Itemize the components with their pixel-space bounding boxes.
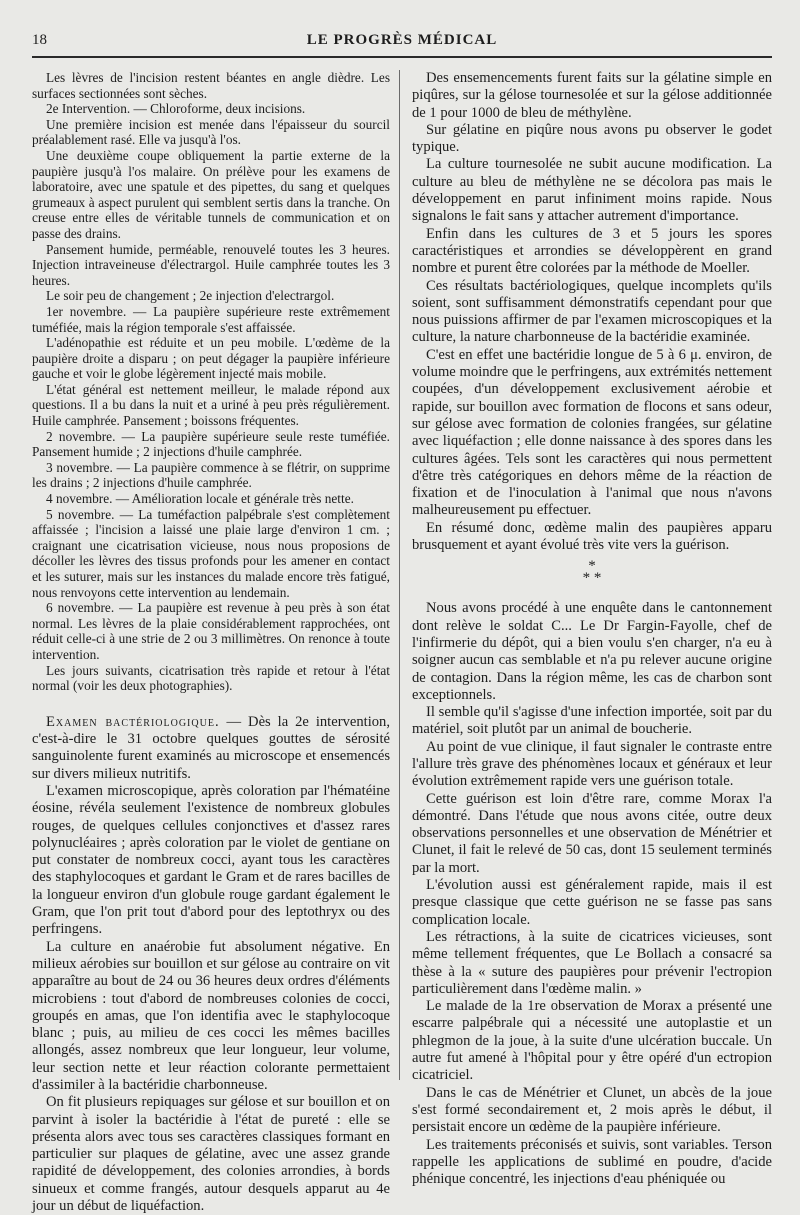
paragraph: L'adénopathie est réduite et un peu mobile. L'œdème de la paupière droite a disparu ; on peut dégager la paupière inférieure gauche et voir le globe légèrement injecté mais mobile. (32, 335, 390, 382)
paragraph: Nous avons procédé à une enquête dans le cantonnement dont relève le soldat C... Le Dr Fargin-Fayolle, chef de l'infirmerie du dépôt, qui a bien voulu s'en charger, n'a eu à soigner aucun cas semblable et n'a pu relever aucune origine de contagion. Dans la région même, les cas de charbon sont exceptionnels. (412, 600, 772, 703)
left-column (32, 70, 390, 1215)
paragraph: En résumé donc, œdème malin des paupières apparu brusquement et ayant évolué très vite vers la guérison. (412, 519, 772, 554)
paragraph: L'examen microscopique, après coloration par l'hématéine éosine, révéla seulement l'existence de nombreux globules rouges, de quelques cellules conjonctives et d'assez rares polynucléaires ; après coloration par le violet de gentiane on put constater de nombreux cocci, ayant tous les caractères des staphylocoques et gardant le Gram et de rares bacilles de la longueur environ d'un globule rouge gardant également le Gram, que l'on prit tout d'abord pour des leptothryx ou des perfringens. (32, 782, 390, 938)
paragraph: On fit plusieurs repiquages sur gélose et sur bouillon et on parvint à isoler la bactéridie à l'état de pureté : elle se présenta alors avec tous ses caractères classiques formant en particulier sur plaques de gélatine, avec une assez grande rapidité de développement, des colonies arrondies, à bords sinueux et comme frangés, autour desquels apparut au 4e jour un début de liquéfaction. (32, 1094, 390, 1215)
paragraph: C'est en effet une bactéridie longue de 5 à 6 μ. environ, de volume moindre que le perfringens, aux extrémités nettement coupées, d'un développement exclusivement aérobie et rapide, sur bouillon avec formation de flocons et sans odeur, sur gélose avec formation de colonies frangées, sur gélatine avec liquéfaction ; elle donne naissance à des spores dans les cultures âgées. Tels sont les caractères qui nous permettent d'être très catégoriques en dehors même de la réaction de fixation et de l'inoculation à l'animal que nous n'avons malheureusement pu effectuer. (412, 346, 772, 519)
paragraph: Cette guérison est loin d'être rare, comme Morax l'a démontré. Dans l'étude que nous avons citée, outre deux observations personnelles et une observation de Ménétrier et Clunet, il fait le relevé de 50 cas, dont 15 seulement terminés par la mort. (412, 790, 772, 876)
paragraph: Au point de vue clinique, il faut signaler le contraste entre l'allure très grave des phénomènes locaux et généraux et leur évolution extrêmement rapide vers une guérison totale. (412, 738, 772, 790)
paragraph: Une deuxième coupe obliquement la partie externe de la paupière jusqu'à l'os malaire. On prélève pour les examens de laboratoire, avec une spatule et des pipettes, du sang et quelques grumeaux à aspect purulent qui semblent sertis dans la tranche. On creuse entre elles de véritable tunnels de communication et on passe des drains. (32, 147, 390, 241)
right-column (412, 70, 772, 1188)
paragraph: Il semble qu'il s'agisse d'une infection importée, soit par du matériel, soit plutôt par un animal de boucherie. (412, 704, 772, 738)
section-break (412, 558, 772, 587)
paragraph: Une première incision est menée dans l'épaisseur du sourcil préalablement rasé. Elle va jusqu'à l'os. (32, 116, 390, 148)
paragraph: 6 novembre. — La paupière est revenue à peu près à son état normal. Les lèvres de la plaie considérablement rapprochées, ont réduit celle-ci à une strie de 2 ou 3 millimètres. On renonce à toute intervention. (32, 600, 390, 662)
dinkus-bottom: * * (582, 570, 602, 587)
paragraph: Dans le cas de Ménétrier et Clunet, un abcès de la joue s'est formé secondairement et, 2 mois après le début, il persistait encore un œdème de la paupière inférieure. (412, 1084, 772, 1136)
paragraph: Sur gélatine en piqûre nous avons pu observer le godet typique. (412, 121, 772, 156)
paragraph: Les jours suivants, cicatrisation très rapide et retour à l'état normal (voir les deux photographies). (32, 662, 390, 694)
paragraph: Le malade de la 1re observation de Morax a présenté une escarre palpébrale qui a nécessité une autoplastie et un phlegmon de la joue, à la suite d'une ulcération buccale. Un autre fut amené à l'hôpital pour y être opéré d'un ectropion cicatriciel. (412, 998, 772, 1084)
section-title: Examen bactériologique. (46, 713, 220, 730)
paragraph: Les traitements préconisés et suivis, sont variables. Terson rappelle les applications de sublimé en poudre, d'acide phénique concentré, les injections d'eau phéniquée ou (412, 1136, 772, 1188)
paragraph: Le soir peu de changement ; 2e injection d'electrargol. (46, 288, 335, 304)
paragraph: La culture tournesolée ne subit aucune modification. La culture au bleu de méthylène ne se décolora pas mais le développement en parut infiniment moins rapide. Nous signalons le fait sans y attacher autrement d'importance. (412, 156, 772, 225)
paragraph: La culture en anaérobie fut absolument négative. En milieux aérobies sur bouillon et sur gélose au contraire on vit apparaître au bout de 24 ou 36 heures deux ordres d'éléments microbiens : tout d'abord de nombreuses colonies de cocci, groupés en amas, que l'on identifia avec le staphylocoque blanc ; puis, au milieu de ces cocci les mêmes bacilles allongés, assez nombreux que leur longueur, leur volume, leur section nette et leur réaction colorante permettaient d'assimiler à la bactéridie charbonneuse. (32, 938, 390, 1093)
paragraph: Les rétractions, à la suite de cicatrices vicieuses, sont même tellement fréquentes, que Le Bollach a consacré sa thèse à la « suture des paupières pour prévenir l'ectropion particulièrement dans l'œdème malin. » (412, 928, 772, 997)
page-number: 18 (32, 32, 47, 48)
dinkus-top: * (588, 558, 596, 575)
page-header (32, 30, 772, 58)
running-title: LE PROGRÈS MÉDICAL (306, 32, 498, 48)
section-paragraph (32, 714, 390, 783)
paragraph: 4 novembre. — Amélioration locale et générale très nette. (46, 491, 354, 507)
paragraph: Enfin dans les cultures de 3 et 5 jours les spores caractéristiques et arrondies se développèrent en grand nombre et purent être colorées par la méthode de Moeller. (412, 225, 772, 277)
paragraph: 2 novembre. — La paupière supérieure seule reste tuméfiée. Pansement humide ; 2 injections d'huile camphrée. (32, 428, 390, 460)
paragraph: Pansement humide, perméable, renouvelé toutes les 3 heures. Injection intraveineuse d'électrargol. Huile camphrée toutes les 3 heures. (32, 241, 390, 288)
column-divider (399, 70, 400, 1080)
paragraph: L'état général est nettement meilleur, le malade répond aux questions. Il a bu dans la nuit et a uriné à peu près régulièrement. Huile camphrée. Pansement ; boissons fréquentes. (32, 381, 390, 429)
paragraph: Les lèvres de l'incision restent béantes en angle dièdre. Les surfaces sectionnées sont sèches. (32, 70, 390, 101)
paragraph: 5 novembre. — La tuméfaction palpébrale s'est complètement affaissée ; l'incision a laissé une plaie large d'environ 1 cm. ; craignant une cicatrisation vicieuse, nous nous proposions de décoller les lèvres des tissus profonds pour les amener en contact et les suturer, mais sur les instances du malade encore très fatigué, nous renvoyons cette intervention au lendemain. (32, 506, 390, 600)
paragraph: Des ensemencements furent faits sur la gélatine simple en piqûres, sur la gélose tournesolée et sur la gélose additionnée de 1 pour 1000 de bleu de méthylène. (412, 70, 772, 121)
paragraph: Ces résultats bactériologiques, quelque incomplets qu'ils soient, sont suffisamment démonstratifs cependant pour que nous puissions affirmer de par l'examen microscopiques et la culture, la nature charbonneuse de la bactéridie examinée. (412, 277, 772, 346)
section-text: — Dès la 2e intervention, c'est-à-dire le 31 octobre quelques gouttes de sérosité sanguinolente furent examinés au microscope et ensemencés sur divers milieux nutritifs. (32, 713, 390, 782)
paragraph: 1er novembre. — La paupière supérieure reste extrêmement tuméfiée, mais la région temporale s'est affaissée. (32, 303, 390, 335)
paragraph: L'évolution aussi est généralement rapide, mais il est presque classique que cette guérison ne se fasse pas sans complication locale. (412, 877, 772, 928)
paragraph: 2e Intervention. — Chloroforme, deux incisions. (46, 101, 306, 117)
paragraph: 3 novembre. — La paupière commence à se flétrir, on supprime les drains ; 2 injections d'huile camphrée. (32, 459, 390, 491)
